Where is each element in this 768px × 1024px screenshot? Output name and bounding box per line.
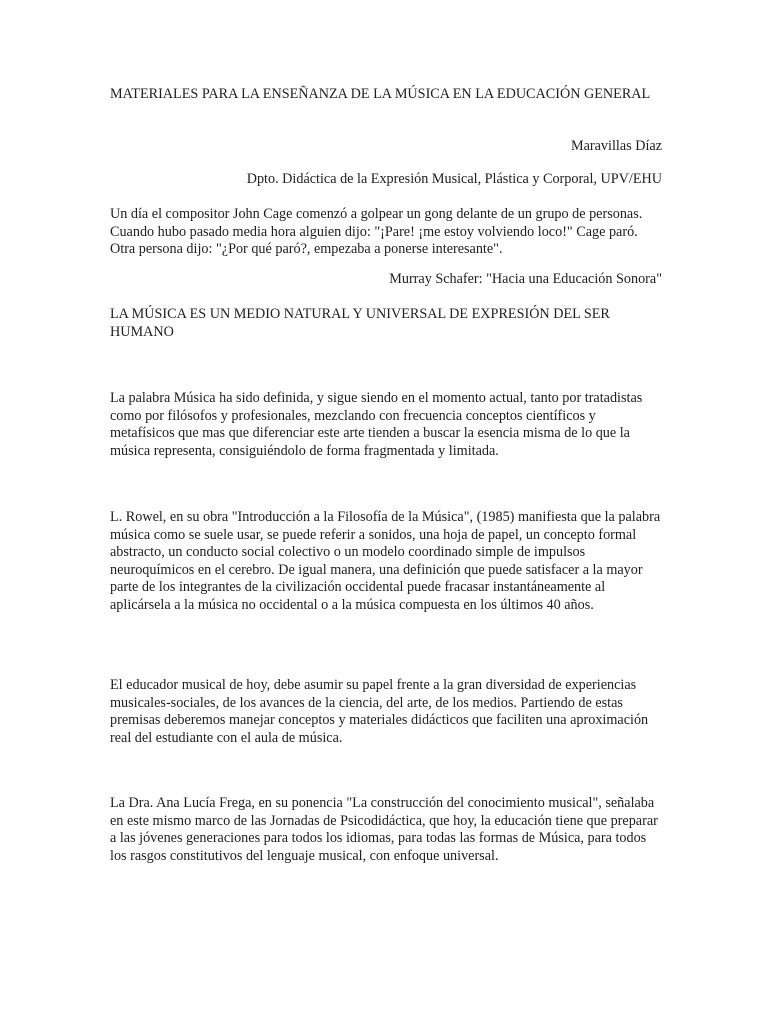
department-affiliation: Dpto. Didáctica de la Expresión Musical, Plástica y Corporal, UPV/EHU	[246, 171, 662, 187]
epigraph-source: Murray Schafer: "Hacia una Educación Sonora"	[389, 271, 662, 287]
body-paragraph: L. Rowel, en su obra "Introducción a la Filosofía de la Música", (1985) manifiesta que la palabra música como se suele usar, se puede referir a sonidos, una hoja de papel, un concepto formal abstracto, un conducto social colectivo o un modelo coordinado simple de impulsos neuroquímicos en el cerebro. De igual manera, una definición que puede satisfacer a la mayor parte de los integrantes de la civilización occidental puede fracasar instantáneamente al aplicársela a la música no occidental o a la música compuesta en los últimos 40 años.	[110, 509, 661, 613]
body-paragraph: La palabra Música ha sido definida, y sigue siendo en el momento actual, tanto por tratadistas como por filósofos y profesionales, mezclando con frecuencia conceptos científicos y metafísicos que mas que diferenciar este arte tienden a buscar la esencia misma de lo que la música representa, consiguiéndolo de forma fragmentada y limitada.	[110, 390, 643, 459]
document-title: MATERIALES PARA LA ENSEÑANZA DE LA MÚSICA EN LA EDUCACIÓN GENERAL	[110, 86, 651, 102]
epigraph-quote: Un día el compositor John Cage comenzó a golpear un gong delante de un grupo de personas. Cuando hubo pasado media hora alguien dijo: "¡Pare! ¡me estoy volviendo loco!" Cage paró. Otra persona dijo: "¿Por qué paró?, empezaba a ponerse interesante".	[110, 206, 643, 257]
section-heading: LA MÚSICA ES UN MEDIO NATURAL Y UNIVERSAL DE EXPRESIÓN DEL SER HUMANO	[110, 306, 610, 340]
author-name: Maravillas Díaz	[571, 138, 662, 154]
body-paragraph: El educador musical de hoy, debe asumir su papel frente a la gran diversidad de experiencias musicales-sociales, de los avances de la ciencia, del arte, de los medios. Partiendo de estas premisas deberemos manejar conceptos y materiales didácticos que faciliten una aproximación real del estudiante con el aula de música.	[110, 677, 649, 746]
body-paragraph: La Dra. Ana Lucía Frega, en su ponencia "La construcción del conocimiento musical", señalaba en este mismo marco de las Jornadas de Psicodidáctica, que hoy, la educación tiene que preparar a las jóvenes generaciones para todos los idiomas, para todas las formas de Música, para todos los rasgos constitutivos del lenguaje musical, con enfoque universal.	[110, 795, 658, 864]
